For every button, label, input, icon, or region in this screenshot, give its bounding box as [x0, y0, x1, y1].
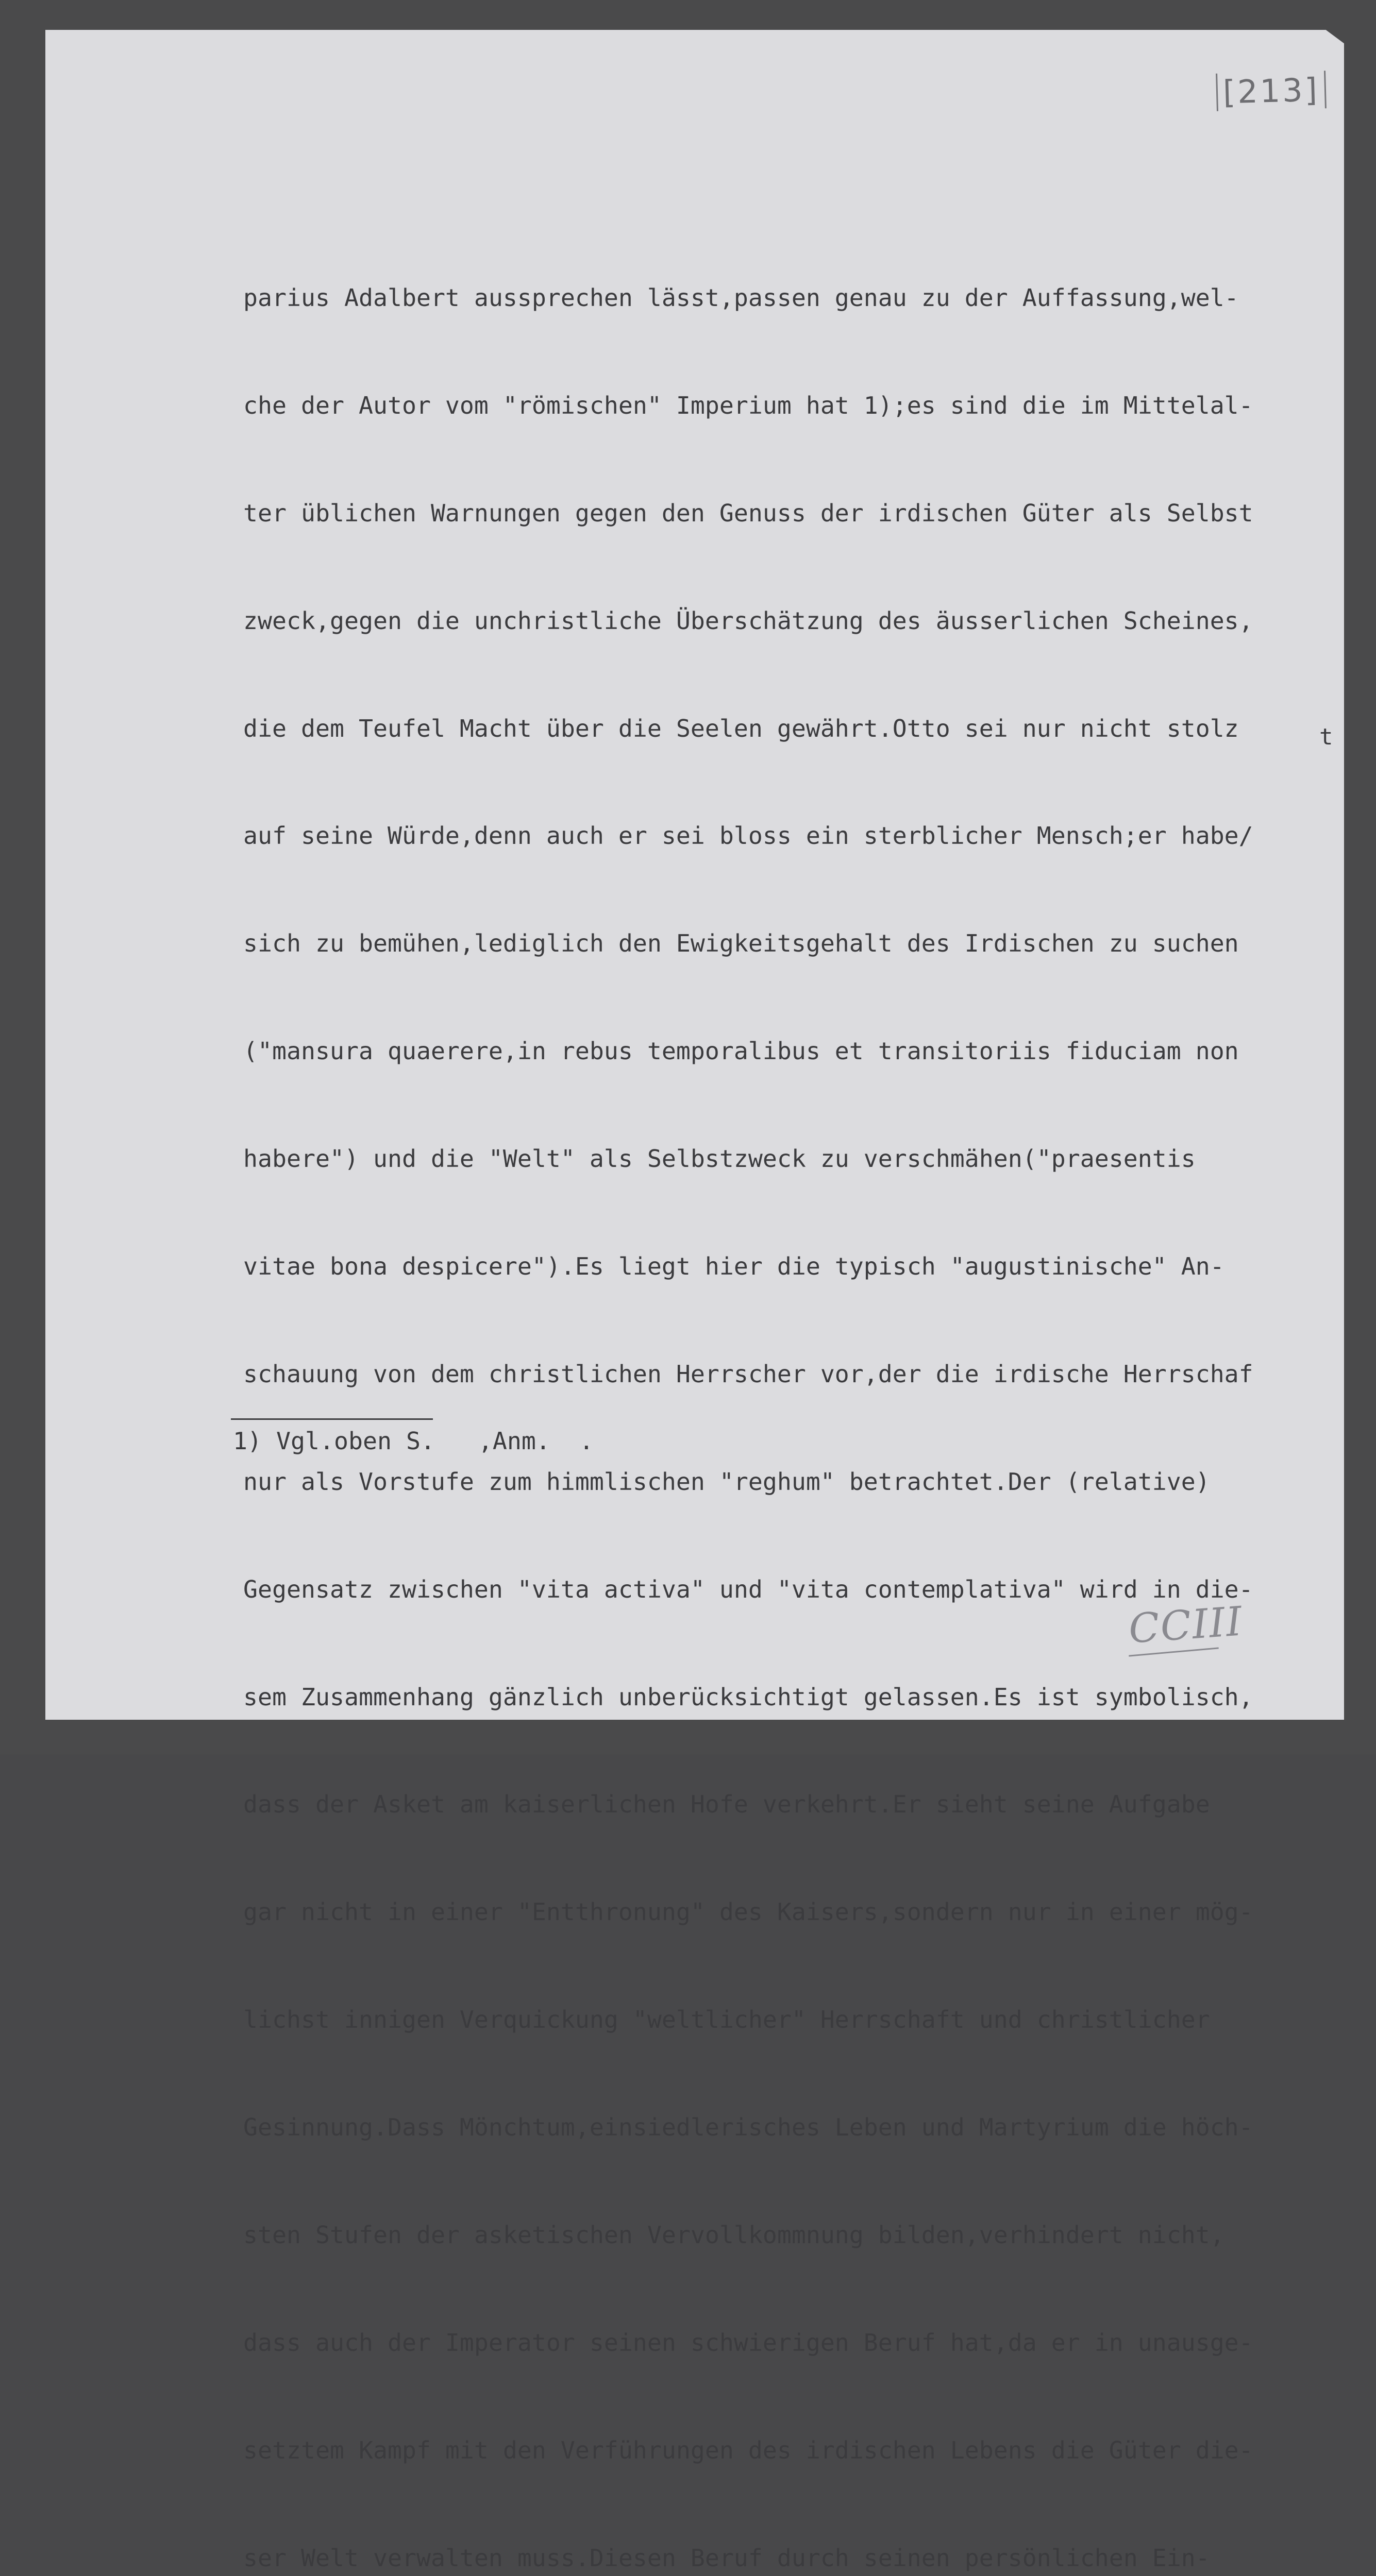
text-line: sten Stufen der asketischen Vervollkommnung bilden,verhindert nicht, [243, 2221, 1224, 2249]
text-line: lichst innigen Verquickung "weltlicher" Herrschaft und christlicher [243, 2006, 1210, 2034]
footnote: 1) Vgl.oben S. ,Anm. . [233, 1427, 594, 1455]
text-line: nur als Vorstufe zum himmlischen "reghum" betrachtet.Der (relative) [243, 1467, 1210, 1496]
text-line: dass auch der Imperator seinen schwierigen Beruf hat,da er in unausge- [243, 2328, 1253, 2357]
handwritten-roman-numeral: CCIII [1127, 1598, 1245, 1653]
text-line: che der Autor vom "römischen" Imperium hat 1);es sind die im Mittelal- [243, 391, 1253, 419]
text-line: parius Adalbert aussprechen lässt,passen genau zu der Auffassung,wel- [243, 284, 1239, 312]
archive-page-number: [213] [1216, 71, 1327, 111]
text-line: vitae bona despicere").Es liegt hier die typisch "augustinische" An- [243, 1252, 1224, 1281]
text-line: ter üblichen Warnungen gegen den Genuss der irdischen Güter als Selbst [243, 499, 1253, 527]
text-line: habere") und die "Welt" als Selbstzweck zu verschmähen("praesentis [243, 1145, 1196, 1173]
text-line: die dem Teufel Macht über die Seelen gewährt.Otto sei nur nicht stolz [243, 714, 1239, 742]
text-line: auf seine Würde,denn auch er sei bloss ein sterblicher Mensch;er habe/ [243, 822, 1253, 850]
text-line: sich zu bemühen,lediglich den Ewigkeitsgehalt des Irdischen zu suchen [243, 929, 1239, 958]
text-line: gar nicht in einer "Entthronung" des Kaisers,sondern nur in einer mög- [243, 1898, 1253, 1926]
text-line: Gesinnung.Dass Mönchtum,einsiedlerisches Leben und Martyrium die höch- [243, 2113, 1253, 2142]
text-line: zweck,gegen die unchristliche Überschätzung des äusserlichen Scheines, [243, 606, 1253, 635]
text-line: ("mansura quaerere,in rebus temporalibus et transitoriis fiduciam non [243, 1037, 1239, 1065]
margin-insertion-letter: t [1319, 724, 1333, 750]
text-line: ser Welt verwalten muss.Diesen Beruf durch seinen persönlichen Ein- [243, 2544, 1210, 2572]
text-line: schauung von dem christlichen Herrscher vor,der die irdische Herrschaf [243, 1360, 1253, 1388]
text-line: dass der Asket am kaiserlichen Hofe verkehrt.Er sieht seine Aufgabe [243, 1790, 1210, 1819]
text-line: sem Zusammenhang gänzlich unberücksichtigt gelassen.Es ist symbolisch, [243, 1683, 1253, 1711]
text-line: setztem Kampf mit den Verführungen des irdischen Lebens die Güter die- [243, 2436, 1253, 2464]
body-text [243, 216, 1346, 2576]
text-line: Gegensatz zwischen "vita activa" und "vita contemplativa" wird in die- [243, 1575, 1253, 1603]
footnote-rule [231, 1418, 433, 1420]
